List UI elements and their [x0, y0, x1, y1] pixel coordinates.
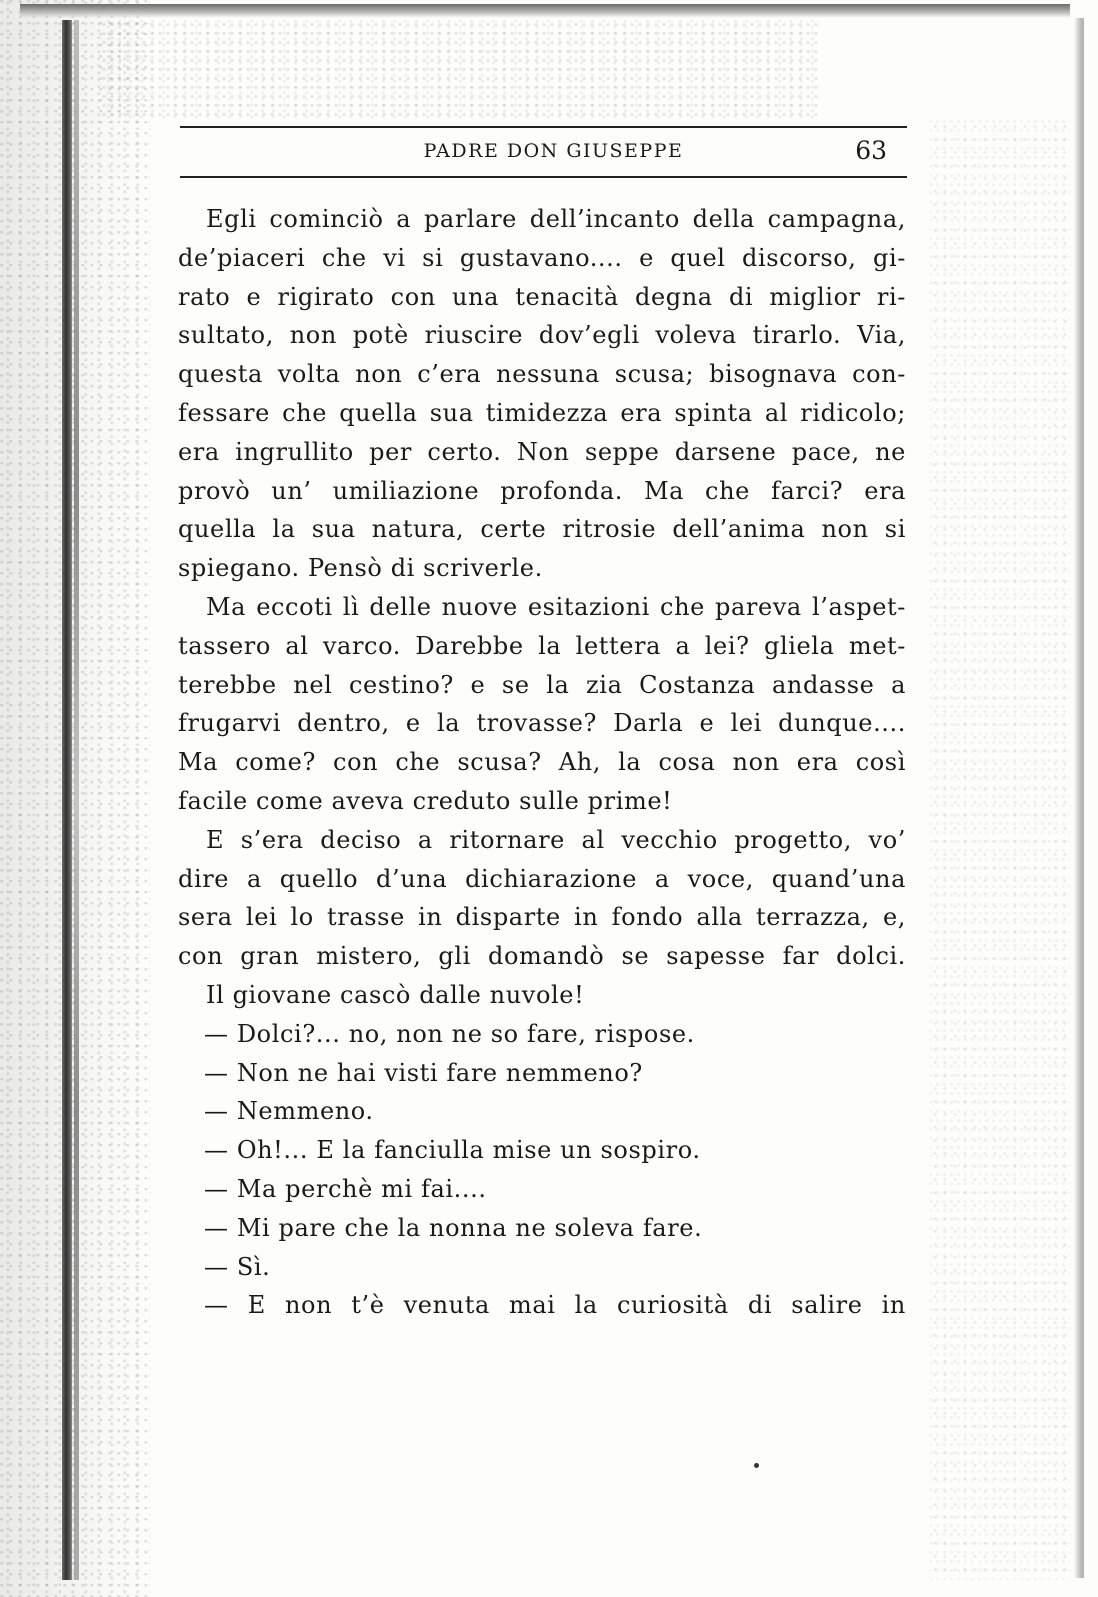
text-line: rato e rigirato con una tenacità degna di miglior ri- [178, 282, 906, 311]
dialogue-line: — Mi pare che la nonna ne soleva fare. [204, 1213, 703, 1242]
text-line: questa volta non c’era nessuna scusa; bisognava con- [178, 360, 906, 389]
dialogue-line: — Non ne hai visti fare nemmeno? [204, 1058, 643, 1087]
dialogue-line: — E non t’è venuta mai la curiosità di salire in [204, 1291, 906, 1320]
binding-edge-highlight [74, 20, 79, 1580]
text-line: de’piaceri che vi si gustavano.... e quel discorso, gi- [178, 243, 906, 272]
text-line: Egli cominciò a parlare dell’incanto della campagna, [206, 205, 906, 233]
top-page-edge [20, 4, 1070, 18]
scan-noise-top [100, 20, 820, 120]
running-head [180, 138, 907, 168]
page-number: 63 [855, 136, 887, 165]
header-rule-bottom [180, 176, 907, 178]
text-line: Ma eccoti lì delle nuove esitazioni che pareva l’aspet- [206, 592, 906, 621]
text-line: Ma come? con che scusa? Ah, la cosa non era così [178, 748, 906, 777]
dialogue-line: — Dolci?... no, non ne so fare, rispose. [204, 1019, 695, 1048]
text-line: facile come aveva creduto sulle prime! [178, 786, 673, 815]
body-text [178, 200, 906, 1325]
text-line: E s’era deciso a ritornare al vecchio progetto, vo’ [206, 825, 906, 854]
text-line: sultato, non potè riuscire dov’egli voleva tirarlo. Via, [178, 321, 906, 350]
dialogue-line: — Ma perchè mi fai.... [204, 1174, 487, 1203]
text-line: frugarvi dentro, e la trovasse? Darla e lei dunque.... [178, 709, 906, 738]
dialogue-line: — Sì. [204, 1252, 271, 1281]
binding-edge [62, 20, 72, 1580]
dialogue-line: — Oh!... E la fanciulla mise un sospiro. [204, 1136, 701, 1165]
text-line: sera lei lo trasse in disparte in fondo alla terrazza, e, [178, 903, 906, 932]
text-line: Il giovane cascò dalle nuvole! [206, 980, 585, 1009]
text-line: spiegano. Pensò di scriverle. [178, 554, 543, 583]
right-page-edge [1074, 18, 1084, 1578]
text-line: provò un’ umiliazione profonda. Ma che farci? era [178, 476, 906, 505]
text-line: terebbe nel cestino? e se la zia Costanza andasse a [178, 670, 906, 699]
text-line: quella la sua natura, certe ritrosie dell’anima non si [178, 515, 906, 544]
running-title: PADRE DON GIUSEPPE [423, 140, 684, 162]
text-line: fessare che quella sua timidezza era spinta al ridicolo; [178, 398, 906, 427]
scan-noise-right [930, 120, 1070, 1580]
text-line: con gran mistero, gli domandò se sapesse far dolci. [178, 942, 906, 971]
dialogue-line: — Nemmeno. [204, 1097, 374, 1126]
text-line: tassero al varco. Darebbe la lettera a lei? gliela met- [178, 631, 906, 660]
header-rule-top [180, 126, 907, 128]
text-line: dire a quello d’una dichiarazione a voce, quand’una [178, 864, 906, 893]
text-line: era ingrullito per certo. Non seppe darsene pace, ne [178, 437, 906, 466]
ink-speck [754, 1463, 759, 1468]
